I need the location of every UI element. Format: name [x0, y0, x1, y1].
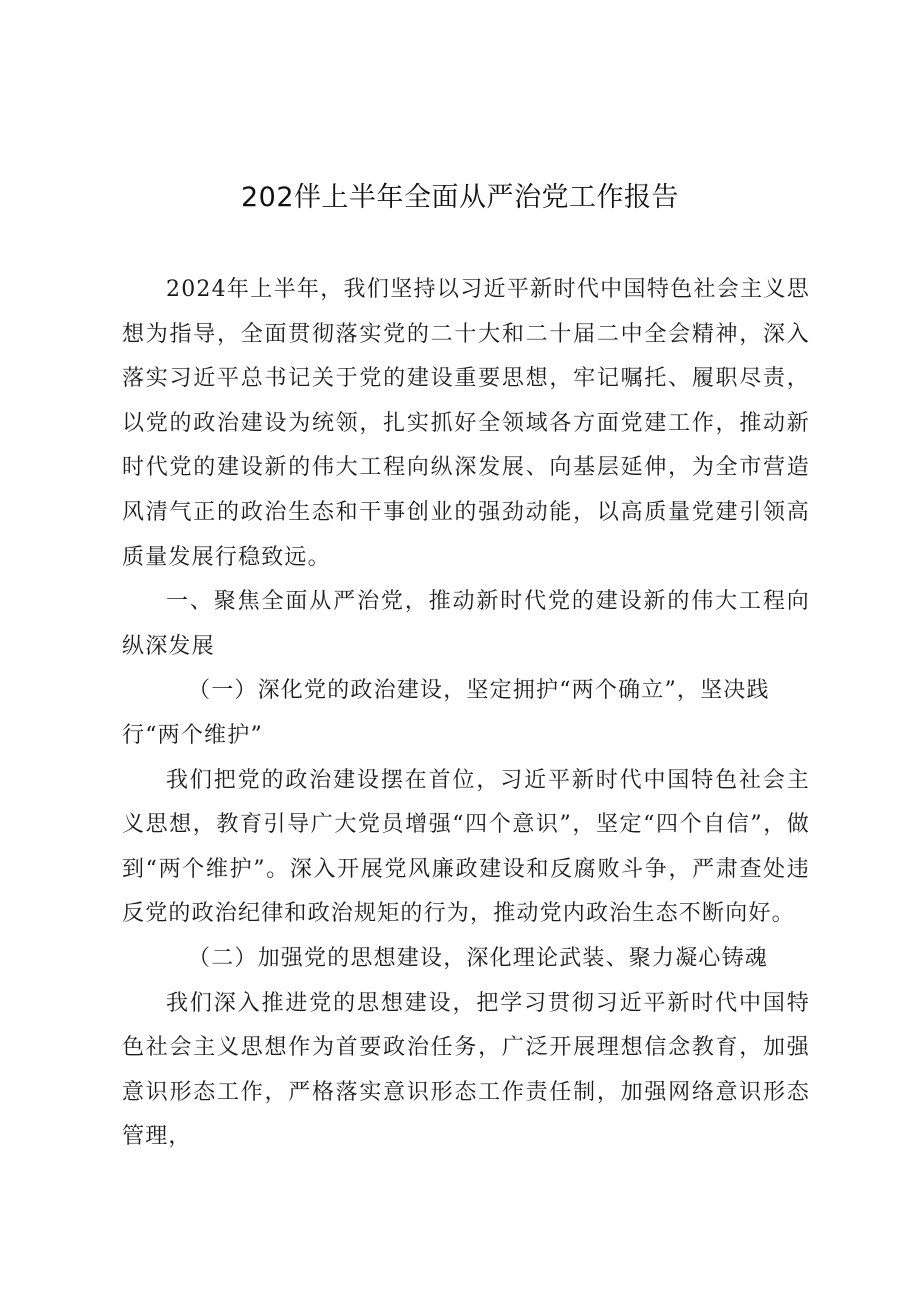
document-body	[122, 268, 810, 1160]
subsection-heading-2: （二）加强党的思想建设，深化理论武装、聚力凝心铸魂	[188, 945, 769, 971]
subsection-heading-1: （一）深化党的政治建设，坚定拥护“两个确立”，坚决践行“两个维护”	[122, 678, 770, 748]
paragraph-political-building: 我们把党的政治建设摆在首位，习近平新时代中国特色社会主义思想，教育引导广大党员增强“四个意识”，坚定“四个自信”，做到“两个维护”。深入开展党风廉政建设和反腐败斗争，严肃查处违反党的政治纪律和政治规矩的行为，推动党内政治生态不断向好。	[122, 767, 810, 927]
paragraph-intro: 2024年上半年，我们坚持以习近平新时代中国特色社会主义思想为指导，全面贯彻落实党的二十大和二十届二中全会精神，深入落实习近平总书记关于党的建设重要思想，牢记嘱托、履职尽责，以党的政治建设为统领，扎实抓好全领域各方面党建工作，推动新时代党的建设新的伟大工程向纵深发展、向基层延伸，为全市营造风清气正的政治生态和干事创业的强劲动能，以高质量党建引领高质量发展行稳致远。	[122, 277, 810, 570]
section-heading-1: 一、聚焦全面从严治党，推动新时代党的建设新的伟大工程向纵深发展	[122, 589, 810, 659]
paragraph-ideological-building: 我们深入推进党的思想建设，把学习贯彻习近平新时代中国特色社会主义思想作为首要政治任务，广泛开展理想信念教育，加强意识形态工作，严格落实意识形态工作责任制，加强网络意识形态管理，	[122, 990, 810, 1150]
document-title: 202伴上半年全面从严治党工作报告	[240, 182, 680, 213]
